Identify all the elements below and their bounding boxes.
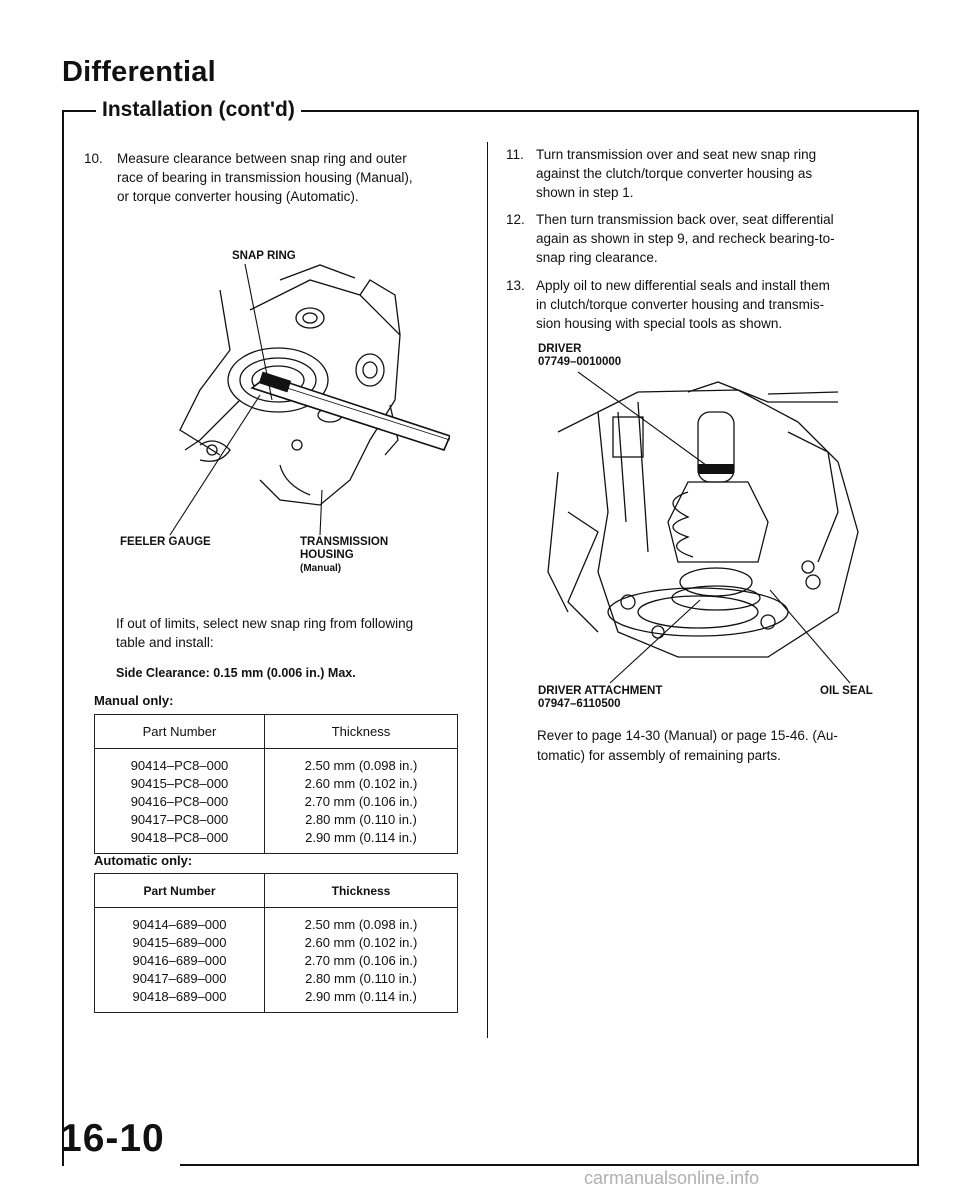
- part-number: 90416–PC8–000: [130, 794, 229, 809]
- label-line: HOUSING: [300, 549, 354, 561]
- step-line: sion housing with special tools as shown.: [536, 316, 783, 331]
- manual-snap-ring-table: [94, 714, 458, 854]
- table-header-thickness: Thickness: [265, 715, 458, 749]
- label-line: 07947–6110500: [538, 698, 621, 710]
- section-title: Differential: [62, 56, 216, 88]
- side-clearance-spec: Side Clearance: 0.15 mm (0.006 in.) Max.: [116, 666, 356, 680]
- part-number: 90416–689–000: [132, 953, 227, 968]
- table-header-row: [95, 715, 458, 749]
- part-number: 90415–689–000: [132, 935, 227, 950]
- thickness-value: 2.80 mm (0.110 in.): [305, 971, 417, 986]
- part-number: 90414–PC8–000: [130, 758, 229, 773]
- manual-only-label: Manual only:: [94, 693, 174, 708]
- table-row: [95, 908, 458, 1013]
- thickness-value: 2.50 mm (0.098 in.): [304, 758, 418, 773]
- automatic-only-label: Automatic only:: [94, 853, 193, 868]
- step-line: Apply oil to new differential seals and install them: [536, 278, 830, 293]
- step-line: shown in step 1.: [536, 185, 634, 200]
- frame-bottom-rule: [180, 1164, 919, 1166]
- thickness-value: 2.50 mm (0.098 in.): [304, 917, 418, 932]
- part-number: 90418–PC8–000: [130, 830, 229, 845]
- thickness-value: 2.60 mm (0.102 in.): [304, 935, 418, 950]
- table-header-part-number: Part Number: [95, 715, 265, 749]
- thickness-value: 2.90 mm (0.114 in.): [305, 989, 417, 1004]
- part-number-cell: [95, 908, 265, 1013]
- label-line: DRIVER: [538, 343, 582, 355]
- table-header-row: [95, 874, 458, 908]
- step-line: snap ring clearance.: [536, 250, 658, 265]
- step-line: again as shown in step 9, and recheck bearing-to-: [536, 231, 835, 246]
- label-snap-ring: SNAP RING: [232, 250, 296, 262]
- part-number: 90415–PC8–000: [130, 776, 229, 791]
- thickness-cell: [265, 908, 458, 1013]
- step-line: against the clutch/torque converter housing as: [536, 166, 813, 181]
- note-line: tomatic) for assembly of remaining parts.: [537, 748, 781, 763]
- part-number: 90417–689–000: [132, 971, 227, 986]
- section-subtitle: Installation (cont'd): [96, 98, 301, 122]
- note-line: Rever to page 14-30 (Manual) or page 15-46. (Au-: [537, 728, 838, 743]
- step-line: or torque converter housing (Automatic).: [117, 189, 359, 204]
- step-number: 10.: [84, 151, 103, 166]
- step-line: Turn transmission over and seat new snap ring: [536, 147, 817, 162]
- label-line: (Manual): [300, 563, 342, 574]
- thickness-value: 2.60 mm (0.102 in.): [304, 776, 418, 791]
- label-line: 07749–0010000: [538, 356, 622, 368]
- thickness-value: 2.70 mm (0.106 in.): [304, 953, 418, 968]
- label-feeler-gauge: FEELER GAUGE: [120, 536, 211, 548]
- thickness-cell: [265, 749, 458, 854]
- table-row: [95, 749, 458, 854]
- refer-note: [537, 726, 897, 766]
- step-line: Then turn transmission back over, seat differential: [536, 212, 834, 227]
- step-number: 13.: [506, 278, 525, 293]
- note-line: If out of limits, select new snap ring from following: [116, 616, 414, 631]
- thickness-value: 2.80 mm (0.110 in.): [305, 812, 417, 827]
- thickness-value: 2.90 mm (0.114 in.): [305, 830, 417, 845]
- part-number: 90418–689–000: [132, 989, 227, 1004]
- part-number: 90414–689–000: [132, 917, 227, 932]
- table-header-thickness: Thickness: [265, 874, 458, 908]
- note-line: table and install:: [116, 635, 214, 650]
- label-line: DRIVER ATTACHMENT: [538, 685, 663, 697]
- label-driver-attachment: [538, 685, 662, 711]
- step-line: Measure clearance between snap ring and outer: [117, 151, 407, 166]
- label-oil-seal: OIL SEAL: [820, 685, 873, 697]
- step-line: in clutch/torque converter housing and transmis-: [536, 297, 825, 312]
- page-number: 16-10: [60, 1117, 165, 1160]
- part-number-cell: [95, 749, 265, 854]
- label-line: TRANSMISSION: [300, 536, 389, 548]
- part-number: 90417–PC8–000: [130, 812, 229, 827]
- thickness-value: 2.70 mm (0.106 in.): [304, 794, 418, 809]
- step-number: 11.: [506, 147, 524, 162]
- watermark: carmanualsonline.info: [584, 1168, 760, 1188]
- automatic-snap-ring-table: [94, 873, 458, 1013]
- table-header-part-number: Part Number: [95, 874, 265, 908]
- step-number: 12.: [506, 212, 525, 227]
- step-line: race of bearing in transmission housing (Manual),: [117, 170, 413, 185]
